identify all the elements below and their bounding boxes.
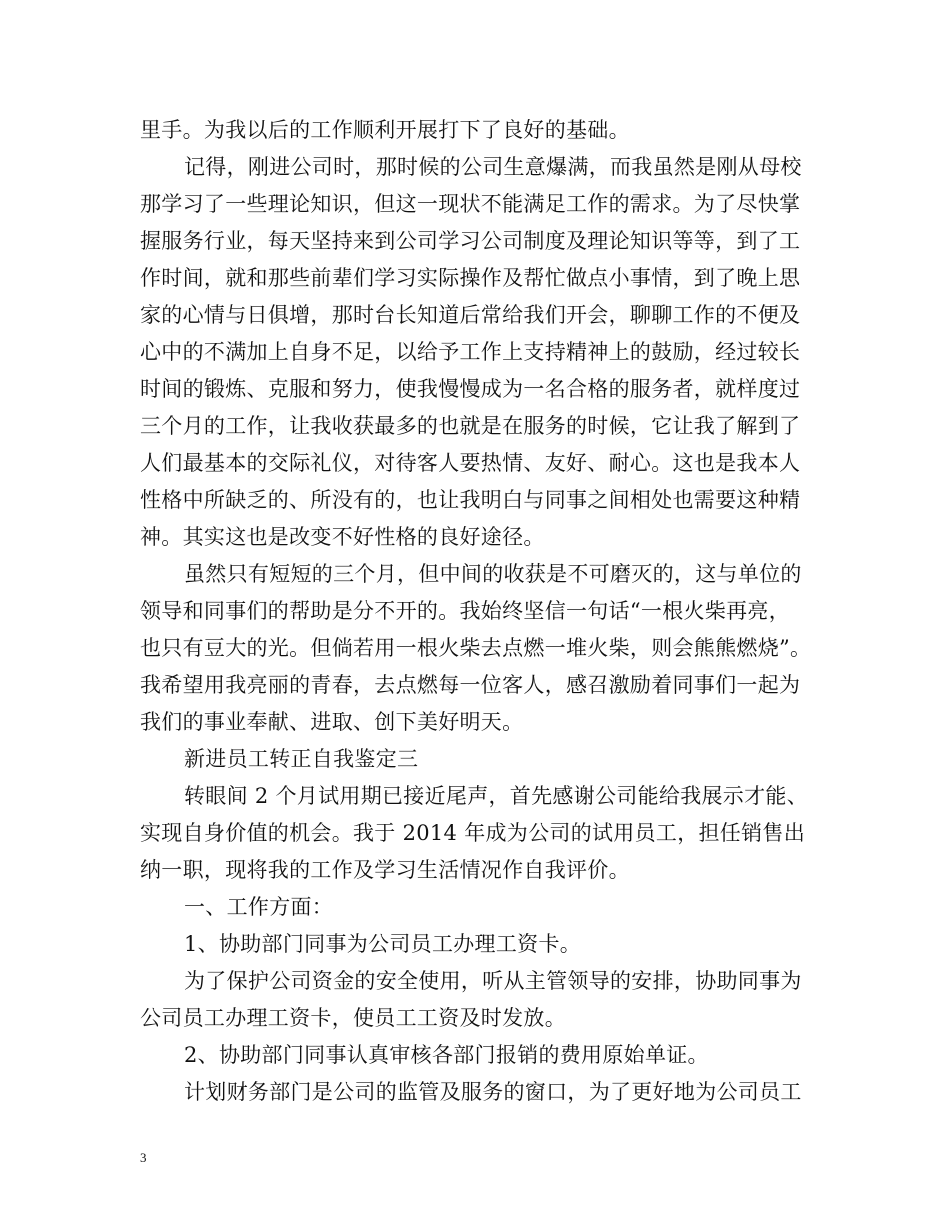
text-line: 转眼间 2 个月试用期已接近尾声，首先感谢公司能给我展示才能、: [184, 784, 809, 808]
text-line: 记得，刚进公司时，那时候的公司生意爆满，而我虽然是刚从母校: [184, 155, 802, 179]
text-line: 领导和同事们的帮助是分不开的。我始终坚信一句话“一根火柴再亮，: [140, 599, 791, 623]
text-line: 作时间，就和那些前辈们学习实际操作及帮忙做点小事情，到了晚上思: [140, 266, 801, 290]
section-heading: 新进员工转正自我鉴定三: [184, 747, 419, 771]
text-line: 也只有豆大的光。但倘若用一根火柴去点燃一堆火柴，则会熊熊燃烧”。: [140, 636, 812, 660]
text-line: 我们的事业奉献、进取、创下美好明天。: [140, 710, 524, 734]
text-line: 我希望用我亮丽的青春，去点燃每一位客人，感召激励着同事们一起为: [140, 673, 801, 697]
list-item: 1、协助部门同事为公司员工办理工资卡。: [184, 932, 582, 956]
text-line: 那学习了一些理论知识，但这一现状不能满足工作的需求。为了尽快掌: [140, 192, 801, 216]
text-line: 三个月的工作，让我收获最多的也就是在服务的时候，它让我了解到了: [140, 414, 801, 438]
text-line: 神。其实这也是改变不好性格的良好途径。: [140, 525, 545, 549]
text-line: 虽然只有短短的三个月，但中间的收获是不可磨灭的，这与单位的: [184, 562, 802, 586]
page-number: 3: [140, 1150, 147, 1165]
list-item: 2、协助部门同事认真审核各部门报销的费用原始单证。: [184, 1043, 709, 1067]
text-line: 里手。为我以后的工作顺利开展打下了良好的基础。: [140, 118, 630, 142]
text-line: 心中的不满加上自身不足，以给予工作上支持精神上的鼓励，经过较长: [140, 340, 801, 364]
text-line: 纳一职，现将我的工作及学习生活情况作自我评价。: [140, 858, 630, 882]
text-line: 实现自身价值的机会。我于 2014 年成为公司的试用员工，担任销售出: [140, 821, 805, 845]
text-line: 公司员工办理工资卡，使员工工资及时发放。: [140, 1006, 566, 1030]
text-line: 握服务行业，每天坚持来到公司学习公司制度及理论知识等等，到了工: [140, 229, 801, 253]
text-line: 人们最基本的交际礼仪，对待客人要热情、友好、耐心。这也是我本人: [140, 451, 801, 475]
text-line: 性格中所缺乏的、所没有的，也让我明白与同事之间相处也需要这种精: [140, 488, 801, 512]
text-line: 为了保护公司资金的安全使用，听从主管领导的安排，协助同事为: [184, 969, 802, 993]
text-line: 家的心情与日俱增，那时台长知道后常给我们开会，聊聊工作的不便及: [140, 303, 801, 327]
text-line: 计划财务部门是公司的监管及服务的窗口，为了更好地为公司员工: [184, 1080, 802, 1104]
list-heading: 一、工作方面：: [184, 895, 334, 919]
text-line: 时间的锻炼、克服和努力，使我慢慢成为一名合格的服务者，就样度过: [140, 377, 801, 401]
